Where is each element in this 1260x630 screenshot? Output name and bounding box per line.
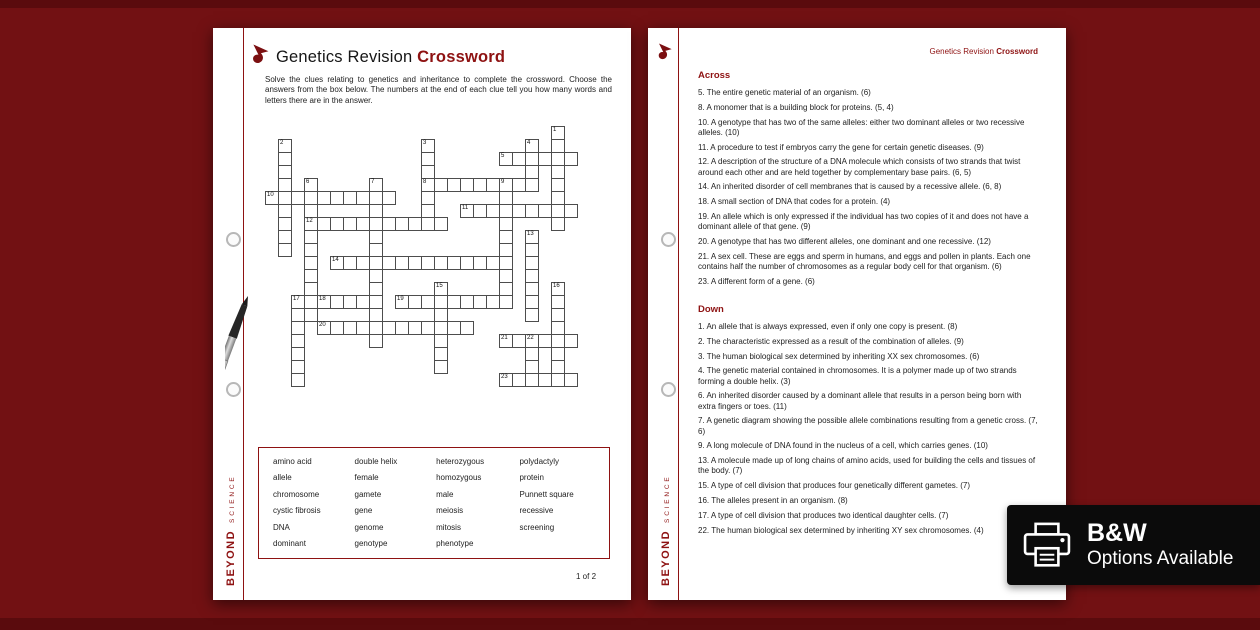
printer-icon <box>1021 521 1073 569</box>
crossword-cell <box>395 295 409 309</box>
hole-punch-circle <box>661 232 676 247</box>
crossword-cell <box>278 204 292 218</box>
crossword-cell <box>369 334 383 348</box>
crossword-cell <box>473 295 487 309</box>
crossword-cell <box>551 360 565 374</box>
word-bank-word: heterozygous <box>436 457 485 466</box>
word-bank-word: meiosis <box>436 506 464 516</box>
crossword-cell <box>564 152 578 166</box>
crossword-cell <box>395 321 409 335</box>
crossword-cell <box>551 204 565 218</box>
crossword-cell <box>434 308 448 322</box>
crossword-cell <box>317 191 331 205</box>
crossword-cell <box>369 230 383 244</box>
crossword-cell <box>356 321 370 335</box>
crossword-cell <box>330 321 344 335</box>
crossword-cell <box>317 295 331 309</box>
margin-rule <box>678 28 679 600</box>
word-bank-word: phenotype <box>436 538 474 548</box>
crossword-cell <box>421 152 435 166</box>
crossword-cell <box>486 295 500 309</box>
across-clue: 18. A small section of DNA that codes for a protein. (4) <box>698 197 891 207</box>
across-clue: 23. A different form of a gene. (6) <box>698 276 815 286</box>
word-bank-word: recessive <box>519 506 554 516</box>
brand-bold: BEYOND <box>660 529 672 586</box>
word-bank-column <box>273 458 355 558</box>
crossword-cell <box>512 204 526 218</box>
crossword-grid <box>265 126 579 388</box>
across-heading: Across <box>698 70 731 81</box>
badge-text <box>1087 520 1233 570</box>
down-clue: 9. A long molecule of DNA found in the nucleus of a cell, which carries genes. (10) <box>698 441 988 451</box>
word-bank-word: chromosome <box>273 489 320 499</box>
crossword-cell <box>434 217 448 231</box>
page2-header-main: Genetics Revision <box>929 47 994 56</box>
clues-area <box>698 70 1040 540</box>
across-clue: 21. A sex cell. These are eggs and sperm in humans, and eggs and pollen in plants. Each one contains half the number of chromosomes as a regular body cell for that organism. (6) <box>698 251 1031 271</box>
crossword-cell <box>525 165 539 179</box>
crossword-cell <box>291 308 305 322</box>
crossword-cell <box>538 152 552 166</box>
crossword-cell <box>278 178 292 192</box>
crossword-cell <box>525 178 539 192</box>
crossword-cell <box>473 256 487 270</box>
crossword-cell <box>369 243 383 257</box>
brand-light: SCIENCE <box>229 474 236 523</box>
crossword-cell <box>551 373 565 387</box>
crossword-cell <box>356 256 370 270</box>
hole-punch-circle <box>226 382 241 397</box>
crossword-cell <box>421 139 435 153</box>
down-clue: 6. An inherited disorder caused by a dominant allele that results in a person being born with extra fingers or toes. (11) <box>698 391 1022 411</box>
crossword-cell <box>551 282 565 296</box>
crossword-cell <box>499 373 513 387</box>
crossword-clue-number: 12 <box>306 218 313 224</box>
crossword-cell <box>421 165 435 179</box>
crossword-cell <box>291 321 305 335</box>
word-bank-word: genome <box>354 522 384 532</box>
word-bank-word: Punnett square <box>519 489 574 499</box>
crossword-cell <box>304 256 318 270</box>
word-bank-word: gene <box>354 506 373 516</box>
crossword-cell <box>486 178 500 192</box>
crossword-cell <box>304 243 318 257</box>
across-clue: 11. A procedure to test if embryos carry the gene for certain genetic diseases. (9) <box>698 142 984 152</box>
word-bank-column <box>355 458 437 558</box>
crossword-cell <box>395 217 409 231</box>
crossword-cell <box>291 360 305 374</box>
crossword-cell <box>291 191 305 205</box>
word-bank-word: DNA <box>273 522 290 532</box>
word-bank <box>258 447 610 559</box>
crossword-cell <box>447 178 461 192</box>
crossword-cell <box>343 256 357 270</box>
crossword-cell <box>551 165 565 179</box>
crossword-cell <box>447 295 461 309</box>
crossword-clue-number: 22 <box>527 335 534 341</box>
crossword-cell <box>525 373 539 387</box>
crossword-cell <box>538 373 552 387</box>
crossword-cell <box>408 295 422 309</box>
crossword-clue-number: 16 <box>553 283 560 289</box>
crossword-cell <box>525 230 539 244</box>
crossword-clue-number: 10 <box>267 192 274 198</box>
crossword-clue-number: 8 <box>423 179 427 185</box>
across-clue: 12. A description of the structure of a DNA molecule which consists of two strands that twist around each other and are held together by complementary base pairs. (6, 5) <box>698 157 1021 177</box>
crossword-cell <box>434 256 448 270</box>
word-bank-word: screening <box>519 522 555 532</box>
crossword-cell <box>499 152 513 166</box>
crossword-cell <box>304 178 318 192</box>
down-clue: 3. The human biological sex determined by inheriting XX sex chromosomes. (6) <box>698 351 980 361</box>
word-bank-word: allele <box>273 473 292 483</box>
down-clue: 16. The alleles present in an organism. (8) <box>698 495 848 505</box>
crossword-cell <box>408 321 422 335</box>
crossword-clue-number: 23 <box>501 374 508 380</box>
crossword-cell <box>525 360 539 374</box>
crossword-clue-number: 9 <box>501 179 505 185</box>
crossword-clue-number: 14 <box>332 257 339 263</box>
crossword-cell <box>369 217 383 231</box>
crossword-cell <box>499 204 513 218</box>
crossword-cell <box>408 217 422 231</box>
word-bank-word: gamete <box>354 489 382 499</box>
crossword-cell <box>382 217 396 231</box>
crossword-cell <box>525 139 539 153</box>
crossword-cell <box>551 178 565 192</box>
instructions-text: Solve the clues relating to genetics and inheritance to complete the crossword. Choose the answers from the box below. The numbers at the end of each clue tell you how many words and letters there are in the answer. <box>265 75 612 105</box>
crossword-cell <box>343 295 357 309</box>
crossword-cell <box>499 217 513 231</box>
crossword-clue-number: 17 <box>293 296 300 302</box>
crossword-clue-number: 3 <box>423 140 427 146</box>
bottom-edge-band <box>0 618 1260 630</box>
crossword-cell <box>551 347 565 361</box>
crossword-clue-number: 20 <box>319 322 326 328</box>
word-bank-word: female <box>354 473 379 483</box>
crossword-cell <box>499 334 513 348</box>
down-clue: 7. A genetic diagram showing the possible allele combinations resulting from a genetic cross. (7, 6) <box>698 416 1038 436</box>
word-bank-column <box>519 458 601 558</box>
crossword-cell <box>460 295 474 309</box>
crossword-cell <box>369 191 383 205</box>
hole-punch-circle <box>661 382 676 397</box>
badge-subtitle: Options Available <box>1087 548 1234 569</box>
crossword-cell <box>369 295 383 309</box>
crossword-cell <box>499 191 513 205</box>
crossword-cell <box>551 139 565 153</box>
down-clue: 15. A type of cell division that produces four genetically different gametes. (7) <box>698 481 971 491</box>
crossword-cell <box>278 139 292 153</box>
crossword-cell <box>343 217 357 231</box>
down-clue: 17. A type of cell division that produces two identical daughter cells. (7) <box>698 510 949 520</box>
crossword-cell <box>278 152 292 166</box>
crossword-cell <box>356 191 370 205</box>
crossword-cell <box>291 334 305 348</box>
crossword-cell <box>551 321 565 335</box>
beyond-logo-icon <box>251 43 270 65</box>
crossword-cell <box>499 256 513 270</box>
crossword-cell <box>447 321 461 335</box>
down-clue: 13. A molecule made up of long chains of amino acids, used for building the cells and tissues of the body. (7) <box>698 456 1036 476</box>
crossword-clue-number: 4 <box>527 140 531 146</box>
crossword-cell <box>486 256 500 270</box>
crossword-cell <box>525 269 539 283</box>
crossword-cell <box>343 321 357 335</box>
word-bank-word: homozygous <box>436 473 482 483</box>
word-bank-word: protein <box>519 473 544 483</box>
crossword-clue-number: 11 <box>462 205 469 211</box>
margin-rule <box>243 28 244 600</box>
crossword-cell <box>278 230 292 244</box>
top-edge-band <box>0 0 1260 8</box>
crossword-cell <box>421 191 435 205</box>
word-bank-column <box>436 458 519 558</box>
crossword-cell <box>564 204 578 218</box>
crossword-cell <box>434 360 448 374</box>
word-bank-word: amino acid <box>273 457 312 466</box>
crossword-cell <box>369 282 383 296</box>
crossword-cell <box>551 334 565 348</box>
crossword-cell <box>291 373 305 387</box>
crossword-cell <box>538 204 552 218</box>
bw-options-badge <box>1007 505 1260 585</box>
crossword-cell <box>304 204 318 218</box>
crossword-cell <box>369 308 383 322</box>
brand-vertical-text <box>221 474 239 586</box>
crossword-clue-number: 5 <box>501 153 505 159</box>
word-bank-word: male <box>436 489 454 499</box>
page-title <box>276 48 505 67</box>
crossword-cell <box>434 321 448 335</box>
crossword-cell <box>317 217 331 231</box>
crossword-cell <box>278 217 292 231</box>
crossword-cell <box>369 256 383 270</box>
down-clue: 22. The human biological sex determined by inheriting XY sex chromosomes. (4) <box>698 525 984 535</box>
crossword-cell <box>499 282 513 296</box>
across-clue: 5. The entire genetic material of an organism. (6) <box>698 88 871 97</box>
crossword-clue-number: 6 <box>306 179 310 185</box>
crossword-cell <box>382 321 396 335</box>
down-clue: 4. The genetic material contained in chromosomes. It is a polymer made up of two strands forming a double helix. (3) <box>698 366 1017 386</box>
brand-bold: BEYOND <box>225 529 237 586</box>
crossword-cell <box>343 191 357 205</box>
crossword-cell <box>512 152 526 166</box>
word-bank-word: genotype <box>354 538 388 548</box>
down-clue-list <box>698 322 1040 536</box>
crossword-cell <box>304 282 318 296</box>
crossword-cell <box>525 152 539 166</box>
crossword-cell <box>525 295 539 309</box>
crossword-cell <box>525 256 539 270</box>
crossword-cell <box>304 295 318 309</box>
across-clue: 8. A monomer that is a building block for proteins. (5, 4) <box>698 102 894 112</box>
crossword-cell <box>551 152 565 166</box>
page2-header-accent: Crossword <box>996 47 1038 56</box>
crossword-cell <box>564 373 578 387</box>
word-bank-word: double helix <box>354 457 398 466</box>
crossword-cell <box>304 308 318 322</box>
crossword-cell <box>291 295 305 309</box>
crossword-cell <box>460 204 474 218</box>
crossword-cell <box>304 269 318 283</box>
crossword-cell <box>551 308 565 322</box>
crossword-cell <box>304 191 318 205</box>
crossword-cell <box>369 269 383 283</box>
page-title-main: Genetics Revision <box>276 48 413 66</box>
crossword-cell <box>499 269 513 283</box>
crossword-cell <box>538 334 552 348</box>
crossword-cell <box>525 347 539 361</box>
crossword-cell <box>356 217 370 231</box>
worksheet-page-1 <box>213 28 631 600</box>
down-clue: 2. The characteristic expressed as a result of the combination of alleles. (9) <box>698 336 964 346</box>
crossword-cell <box>421 256 435 270</box>
crossword-cell <box>525 204 539 218</box>
crossword-cell <box>434 282 448 296</box>
crossword-cell <box>512 178 526 192</box>
crossword-cell <box>525 308 539 322</box>
crossword-cell <box>291 347 305 361</box>
crossword-cell <box>473 204 487 218</box>
crossword-cell <box>434 295 448 309</box>
crossword-cell <box>421 204 435 218</box>
crossword-cell <box>551 295 565 309</box>
crossword-clue-number: 13 <box>527 231 534 237</box>
page-number: 1 of 2 <box>576 572 597 581</box>
crossword-cell <box>317 321 331 335</box>
crossword-cell <box>330 256 344 270</box>
crossword-cell <box>460 321 474 335</box>
crossword-cell <box>421 217 435 231</box>
crossword-cell <box>369 178 383 192</box>
crossword-cell <box>278 243 292 257</box>
crossword-cell <box>551 126 565 140</box>
crossword-clue-number: 18 <box>319 296 326 302</box>
word-bank-word: dominant <box>273 538 306 548</box>
crossword-cell <box>525 334 539 348</box>
crossword-cell <box>473 178 487 192</box>
badge-title: B&W <box>1087 519 1147 547</box>
word-bank-word: mitosis <box>436 522 461 532</box>
crossword-cell <box>304 217 318 231</box>
crossword-cell <box>382 256 396 270</box>
across-clue-list <box>698 88 1040 287</box>
crossword-cell <box>525 243 539 257</box>
worksheet-page-2 <box>648 28 1066 600</box>
beyond-logo-icon <box>657 42 673 61</box>
crossword-cell <box>434 347 448 361</box>
crossword-cell <box>408 256 422 270</box>
crossword-cell <box>512 373 526 387</box>
word-bank-word: polydactyly <box>519 457 560 466</box>
crossword-clue-number: 7 <box>371 179 375 185</box>
across-clue: 10. A genotype that has two of the same alleles: either two dominant alleles or two recessive alleles. (10) <box>698 117 1025 137</box>
crossword-clue-number: 19 <box>397 296 404 302</box>
crossword-clue-number: 15 <box>436 283 443 289</box>
across-clue: 20. A genotype that has two different alleles, one dominant and one recessive. (12) <box>698 236 991 246</box>
page-title-accent: Crossword <box>417 48 506 66</box>
crossword-cell <box>499 243 513 257</box>
word-bank-word: cystic fibrosis <box>273 506 321 516</box>
crossword-cell <box>421 178 435 192</box>
down-clue: 1. An allele that is always expressed, even if only one copy is present. (8) <box>698 321 958 331</box>
crossword-cell <box>447 256 461 270</box>
crossword-cell <box>421 321 435 335</box>
crossword-cell <box>278 165 292 179</box>
crossword-cell <box>460 256 474 270</box>
crossword-cell <box>434 178 448 192</box>
crossword-cell <box>278 191 292 205</box>
page2-header <box>929 47 1038 56</box>
crossword-cell <box>369 321 383 335</box>
crossword-clue-number: 1 <box>553 127 557 133</box>
crossword-cell <box>304 230 318 244</box>
hole-punch-circle <box>226 232 241 247</box>
crossword-cell <box>434 334 448 348</box>
crossword-cell <box>512 334 526 348</box>
down-heading: Down <box>698 303 724 315</box>
across-clue: 14. An inherited disorder of cell membranes that is caused by a recessive allele. (6, 8) <box>698 182 1002 192</box>
crossword-clue-number: 21 <box>501 335 508 341</box>
brand-light: SCIENCE <box>664 474 671 523</box>
crossword-cell <box>330 191 344 205</box>
crossword-cell <box>499 230 513 244</box>
crossword-cell <box>525 282 539 296</box>
crossword-cell <box>499 295 513 309</box>
crossword-cell <box>551 191 565 205</box>
brand-vertical-text <box>656 474 674 586</box>
crossword-clue-number: 2 <box>280 140 284 146</box>
crossword-cell <box>551 217 565 231</box>
crossword-cell <box>460 178 474 192</box>
crossword-cell <box>421 295 435 309</box>
crossword-cell <box>395 256 409 270</box>
crossword-cell <box>499 178 513 192</box>
crossword-cell <box>330 295 344 309</box>
crossword-cell <box>265 191 279 205</box>
crossword-cell <box>382 191 396 205</box>
crossword-cell <box>356 295 370 309</box>
crossword-cell <box>486 204 500 218</box>
crossword-cell <box>369 204 383 218</box>
across-clue: 19. An allele which is only expressed if the individual has two copies of it and does not have a dominant allele of that gene. (9) <box>698 211 1029 232</box>
crossword-cell <box>330 217 344 231</box>
crossword-cell <box>564 334 578 348</box>
